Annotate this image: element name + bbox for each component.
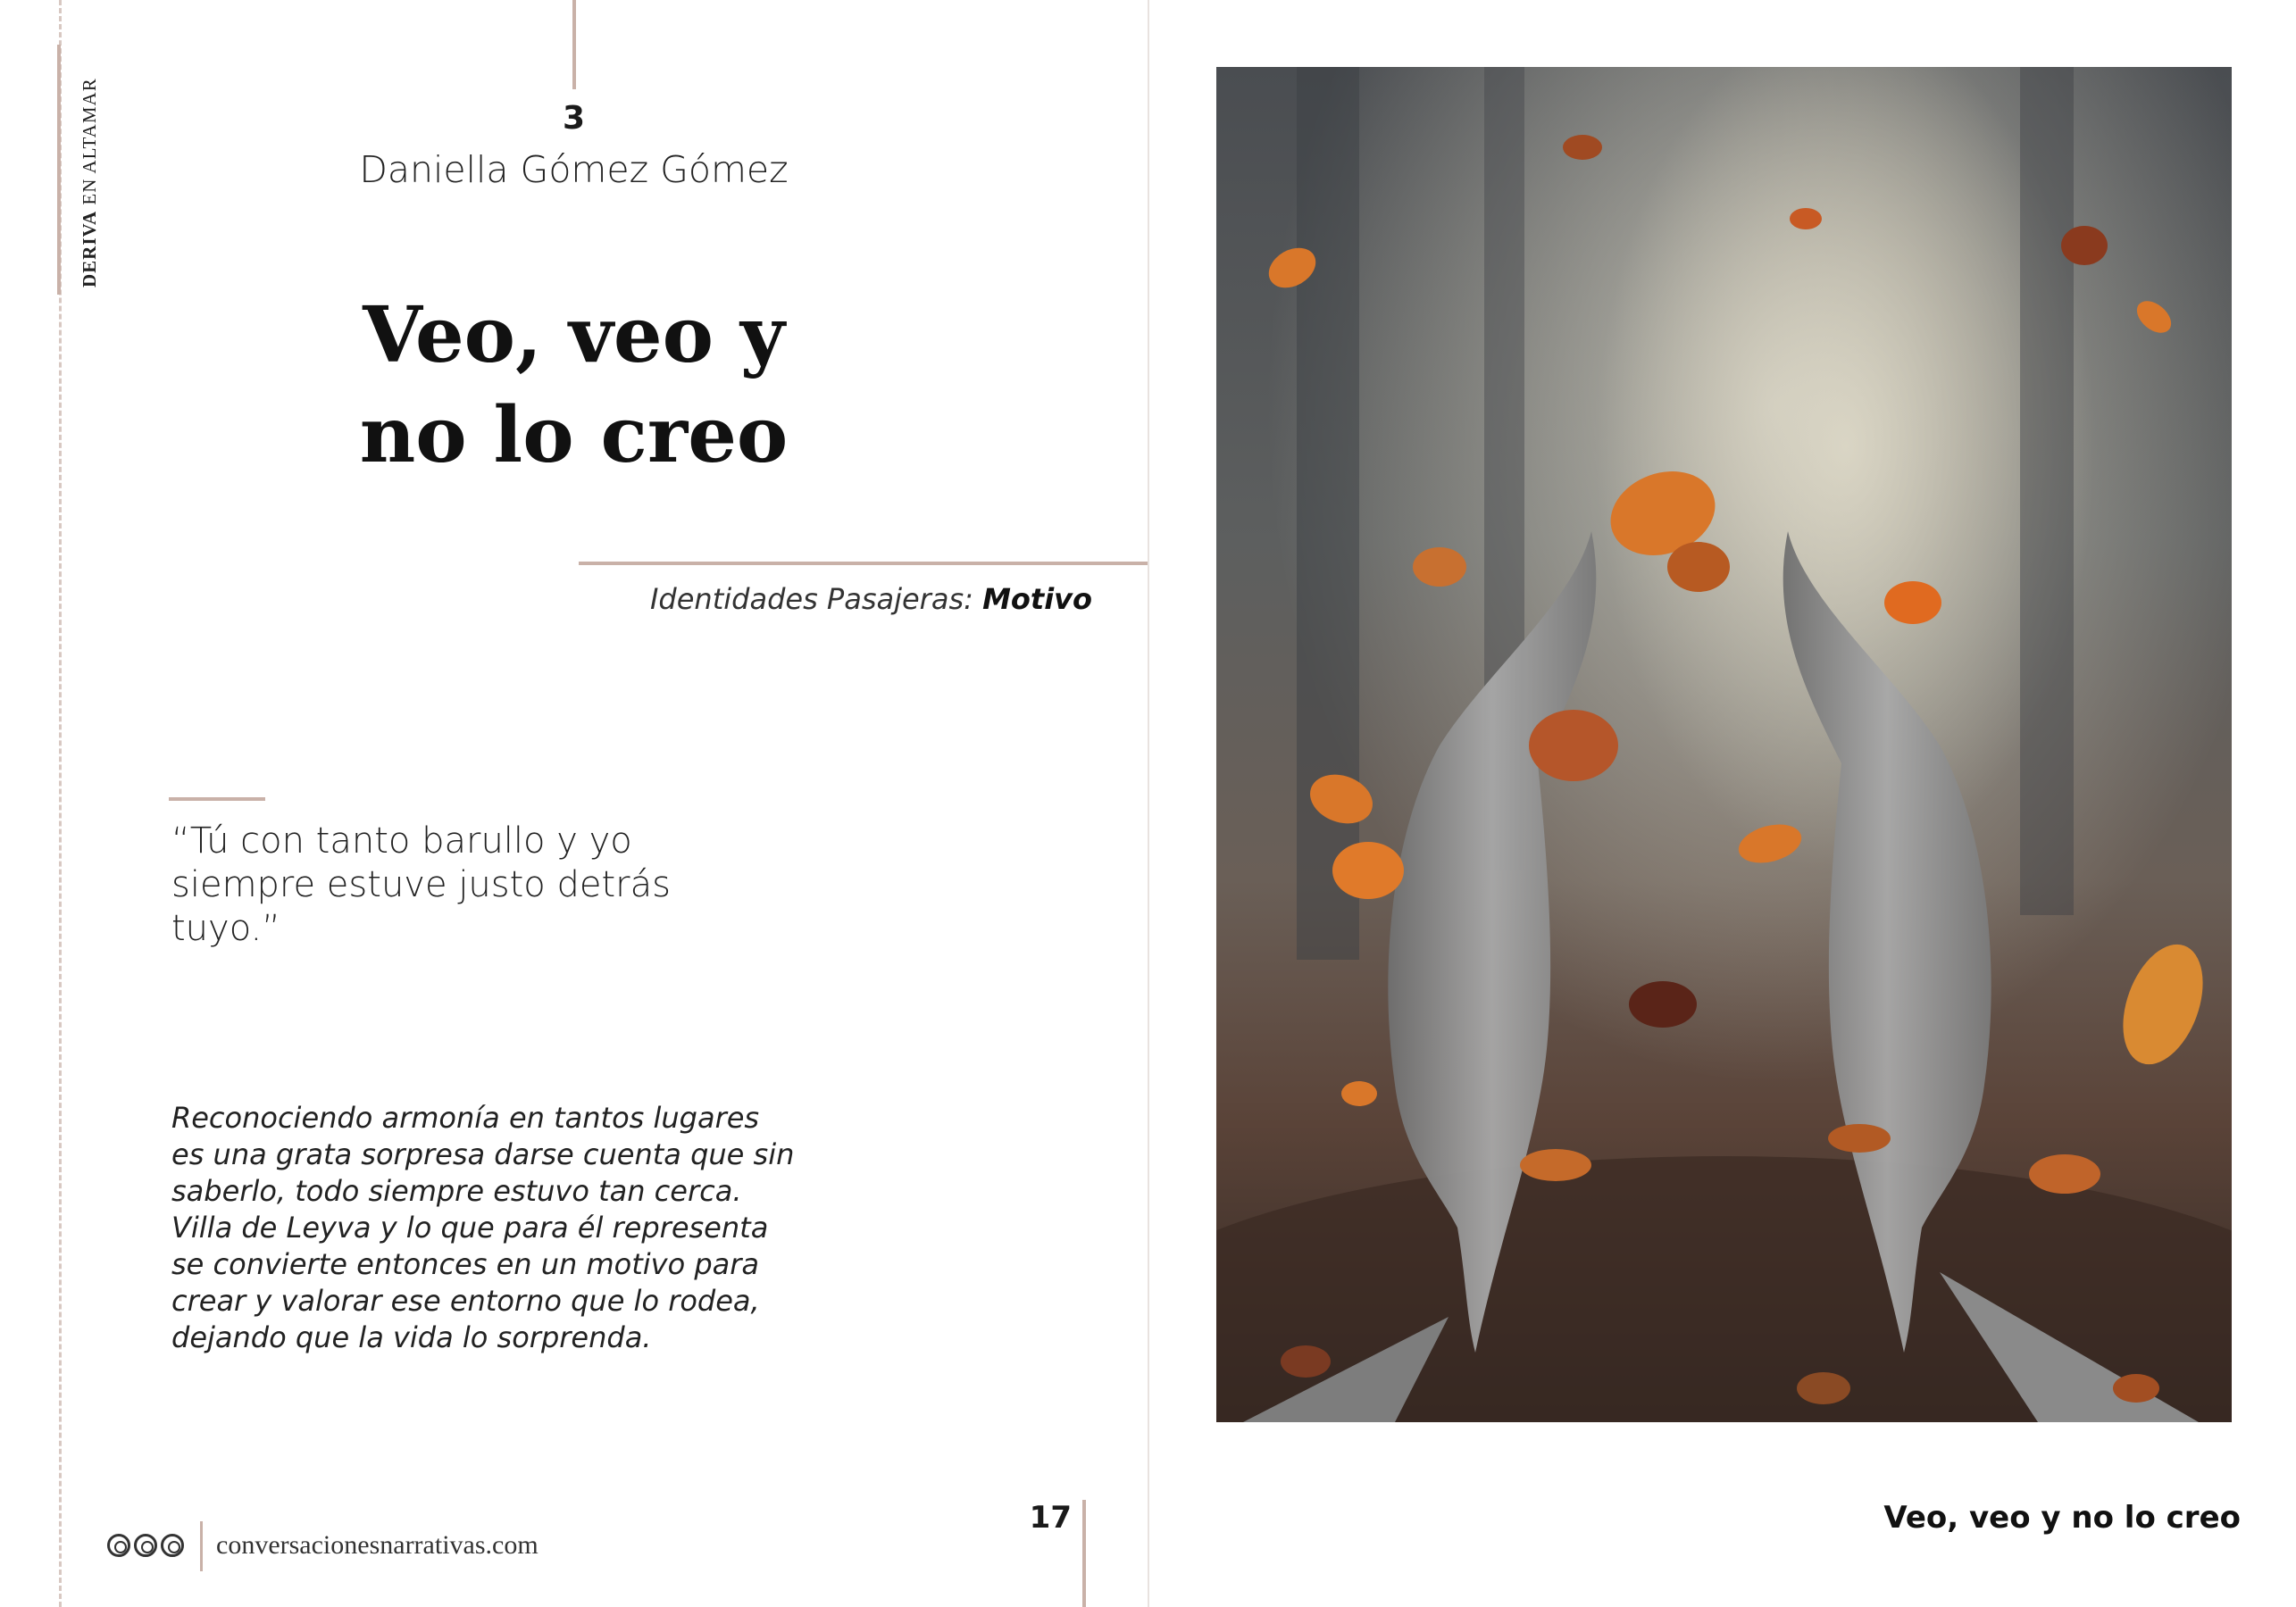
leaf-icon bbox=[1667, 542, 1730, 592]
page-number: 17 bbox=[1029, 1500, 1072, 1536]
logo-circle-icon bbox=[161, 1534, 184, 1557]
photo-collage-svg bbox=[1216, 67, 2232, 1422]
leaf-icon bbox=[2029, 1154, 2100, 1194]
chapter-number: 3 bbox=[562, 100, 586, 137]
leaf-icon bbox=[1341, 1081, 1377, 1106]
leaf-icon bbox=[1281, 1345, 1331, 1378]
vertical-title-bold: DERIVA bbox=[79, 210, 100, 287]
leaf-icon bbox=[1884, 581, 1941, 624]
leaf-icon bbox=[2113, 1374, 2159, 1403]
leaf-icon bbox=[1828, 1124, 1891, 1153]
series-caption bbox=[650, 582, 1092, 616]
leaf-icon bbox=[1332, 842, 1404, 899]
leaf-icon bbox=[1797, 1372, 1850, 1404]
body-line: saberlo, todo siempre estuvo tan cerca. bbox=[171, 1174, 742, 1208]
logo-circle-icon bbox=[134, 1534, 157, 1557]
leaf-icon bbox=[1413, 547, 1466, 587]
illustration-hands-leaves bbox=[1216, 67, 2232, 1422]
quote-line: siempre estuve justo detrás bbox=[171, 864, 671, 905]
leaf-icon bbox=[1629, 981, 1697, 1028]
title-line-1: Veo, veo y bbox=[363, 290, 785, 380]
footer-url: conversacionesnarrativas.com bbox=[216, 1530, 539, 1560]
body-paragraph bbox=[171, 1100, 797, 1356]
title-line-2: no lo creo bbox=[359, 390, 789, 480]
tree-trunk bbox=[2020, 67, 2074, 915]
vertical-title-rest: EN ALTAMAR bbox=[79, 78, 100, 211]
body-line: dejando que la vida lo sorprenda. bbox=[171, 1320, 652, 1354]
series-label: Identidades Pasajeras: bbox=[649, 582, 973, 616]
body-line: Reconociendo armonía en tantos lugares bbox=[171, 1101, 760, 1135]
tree-trunk bbox=[1297, 67, 1359, 960]
leaf-icon bbox=[1529, 710, 1618, 781]
page-number-rule bbox=[1082, 1500, 1086, 1607]
leaf-icon bbox=[2061, 226, 2108, 265]
running-title: Veo, veo y no lo creo bbox=[1883, 1500, 2241, 1536]
body-line: Villa de Leyva y lo que para él representa bbox=[171, 1211, 769, 1245]
article-title bbox=[0, 286, 1148, 486]
quote-line: “Tú con tanto barullo y yo bbox=[171, 820, 632, 862]
quote-line: tuyo.” bbox=[171, 908, 280, 949]
leaf-icon bbox=[1563, 135, 1602, 160]
top-vertical-rule bbox=[572, 0, 576, 89]
leaf-icon bbox=[1520, 1149, 1591, 1181]
series-name: Motivo bbox=[982, 582, 1092, 616]
leaf-icon bbox=[1790, 208, 1822, 229]
body-line: se convierte entonces en un motivo para bbox=[171, 1247, 759, 1281]
footer-separator bbox=[200, 1521, 203, 1571]
section-divider bbox=[579, 562, 1148, 565]
logo-circle-icon bbox=[107, 1534, 130, 1557]
quote-divider bbox=[169, 797, 265, 801]
body-line: es una grata sorpresa darse cuenta que sin bbox=[171, 1137, 795, 1171]
right-page bbox=[1148, 0, 2296, 1607]
author-name: Daniella Gómez Gómez bbox=[359, 148, 789, 191]
pull-quote bbox=[171, 820, 743, 951]
publisher-logo-icon bbox=[107, 1534, 184, 1557]
body-line: crear y valorar ese entorno que lo rodea, bbox=[171, 1284, 760, 1318]
